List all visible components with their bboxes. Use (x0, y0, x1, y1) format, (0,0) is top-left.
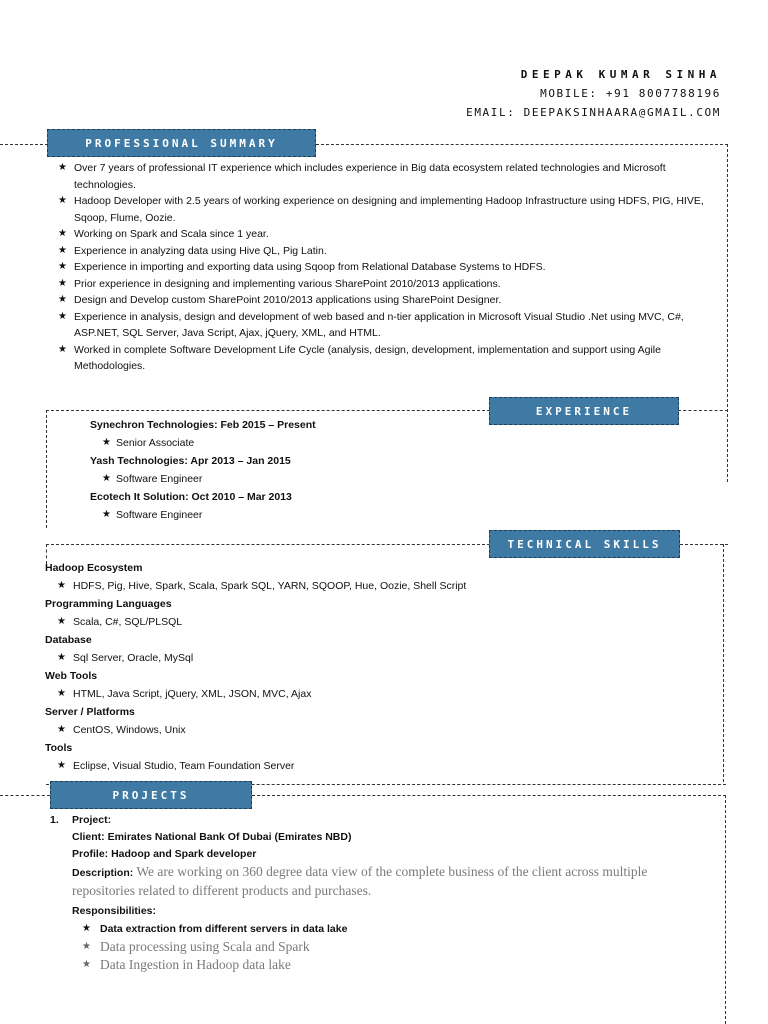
responsibility-item: ★ Data Ingestion in Hadoop data lake (82, 957, 291, 972)
star-icon: ★ (58, 228, 67, 239)
star-icon: ★ (58, 244, 67, 256)
star-icon: ★ (57, 616, 66, 627)
skill-category: Web Tools (45, 670, 98, 682)
star-icon: ★ (82, 923, 91, 934)
frame-line (46, 544, 490, 545)
star-icon: ★ (58, 195, 67, 206)
list-item: ★ Worked in complete Software Development Life Cycle (analysis, design, development, implementation and support using Agile Methodologies. (58, 343, 661, 372)
frame-line (0, 795, 50, 796)
frame-line (678, 410, 728, 411)
job-company: Synechron Technologies: Feb 2015 – Present (90, 419, 316, 431)
skill-category: Hadoop Ecosystem (45, 562, 143, 574)
responsibility-item: ★ Data processing using Scala and Spark (82, 939, 310, 954)
frame-line (252, 795, 726, 796)
star-icon: ★ (58, 310, 67, 322)
skill-category: Tools (45, 742, 73, 754)
job-company: Ecotech It Solution: Oct 2010 – Mar 2013 (90, 491, 292, 503)
star-icon: ★ (58, 261, 67, 272)
skill-category: Database (45, 634, 92, 646)
job-company: Yash Technologies: Apr 2013 – Jan 2015 (90, 455, 291, 467)
skill-values: ★ Eclipse, Visual Studio, Team Foundation Server (45, 757, 715, 775)
candidate-name: DEEPAK KUMAR SINHA (520, 68, 721, 81)
section-header-technical-skills: TECHNICAL SKILLS (489, 530, 680, 558)
frame-line (46, 410, 490, 411)
project-details (72, 812, 672, 974)
project-client: Client: Emirates National Bank Of Dubai (Emirates NBD) (72, 831, 352, 843)
frame-line (316, 144, 728, 145)
frame-line (727, 144, 728, 482)
star-icon: ★ (57, 724, 66, 735)
responsibilities-label: Responsibilities: (72, 905, 157, 917)
skills-list (45, 559, 715, 775)
star-icon: ★ (57, 760, 66, 771)
skill-values: ★ Sql Server, Oracle, MySql (45, 649, 715, 667)
project-description (72, 863, 672, 901)
mobile-number: MOBILE: +91 8007788196 (540, 87, 721, 100)
skill-values: ★ HDFS, Pig, Hive, Spark, Scala, Spark SQL, YARN, SQOOP, Hue, Oozie, Shell Script (45, 577, 715, 595)
list-item: ★ Experience in importing and exporting data using Sqoop from Relational Database Systems to HDFS. (58, 259, 718, 276)
frame-line (725, 795, 726, 1024)
star-icon: ★ (82, 941, 91, 952)
star-icon: ★ (58, 277, 67, 289)
section-header-experience: EXPERIENCE (489, 397, 679, 425)
list-item: ★ Hadoop Developer with 2.5 years of working experience on designing and implementing Hadoop Infrastructure using HDFS, PIG, HIVE, Sqoop, Flume, Oozie. (58, 195, 704, 224)
section-header-professional-summary: PROFESSIONAL SUMMARY (47, 129, 316, 157)
star-icon: ★ (102, 509, 111, 520)
frame-line (46, 410, 47, 528)
section-header-projects: PROJECTS (50, 781, 252, 809)
project-profile: Profile: Hadoop and Spark developer (72, 848, 257, 860)
star-icon: ★ (58, 294, 67, 305)
star-icon: ★ (102, 437, 111, 448)
experience-list (90, 416, 470, 524)
description-text: We are working on 360 degree data view of the complete business of the client across multiple repositories related to different products and purchases. (72, 864, 648, 898)
frame-line (680, 544, 728, 545)
job-role: ★ Software Engineer (102, 470, 470, 488)
skill-values: ★ HTML, Java Script, jQuery, XML, JSON, MVC, Ajax (45, 685, 715, 703)
star-icon: ★ (58, 343, 67, 355)
frame-line (0, 144, 48, 145)
star-icon: ★ (57, 652, 66, 663)
star-icon: ★ (102, 473, 111, 484)
description-label: Description: (72, 867, 134, 879)
list-item: ★ Design and Develop custom SharePoint 2010/2013 applications using SharePoint Designer. (58, 292, 718, 309)
skill-values: ★ Scala, C#, SQL/PLSQL (45, 613, 715, 631)
list-item: ★ Over 7 years of professional IT experience which includes experience in Big data ecosystem related technologies and Microsoft technologies. (58, 162, 666, 191)
job-role: ★ Senior Associate (102, 434, 470, 452)
frame-line (723, 544, 724, 782)
responsibility-item: ★ Data extraction from different servers in data lake (72, 920, 672, 938)
star-icon: ★ (82, 959, 91, 970)
summary-list (58, 160, 718, 375)
list-item: ★ Prior experience in designing and implementing various SharePoint 2010/2013 applications. (58, 276, 718, 293)
project-label: Project: (72, 814, 112, 826)
list-item: ★ Experience in analysis, design and development of web based and n-tier application in Microsoft Visual Studio .Net using MVC, C#, ASP.NET, SQL Server, Java Script, Ajax, jQuery, XML, and HTML. (58, 310, 684, 339)
skill-category: Programming Languages (45, 598, 172, 610)
star-icon: ★ (57, 688, 66, 699)
skill-values: ★ CentOS, Windows, Unix (45, 721, 715, 739)
star-icon: ★ (57, 580, 66, 591)
list-item: ★ Working on Spark and Scala since 1 year. (58, 226, 718, 243)
job-role: ★ Software Engineer (102, 506, 470, 524)
list-item: ★ Experience in analyzing data using Hive QL, Pig Latin. (58, 243, 718, 260)
email-address: EMAIL: DEEPAKSINHAARA@GMAIL.COM (466, 106, 721, 119)
skill-category: Server / Platforms (45, 706, 135, 718)
star-icon: ★ (58, 162, 67, 173)
project-number: 1. (50, 814, 59, 826)
